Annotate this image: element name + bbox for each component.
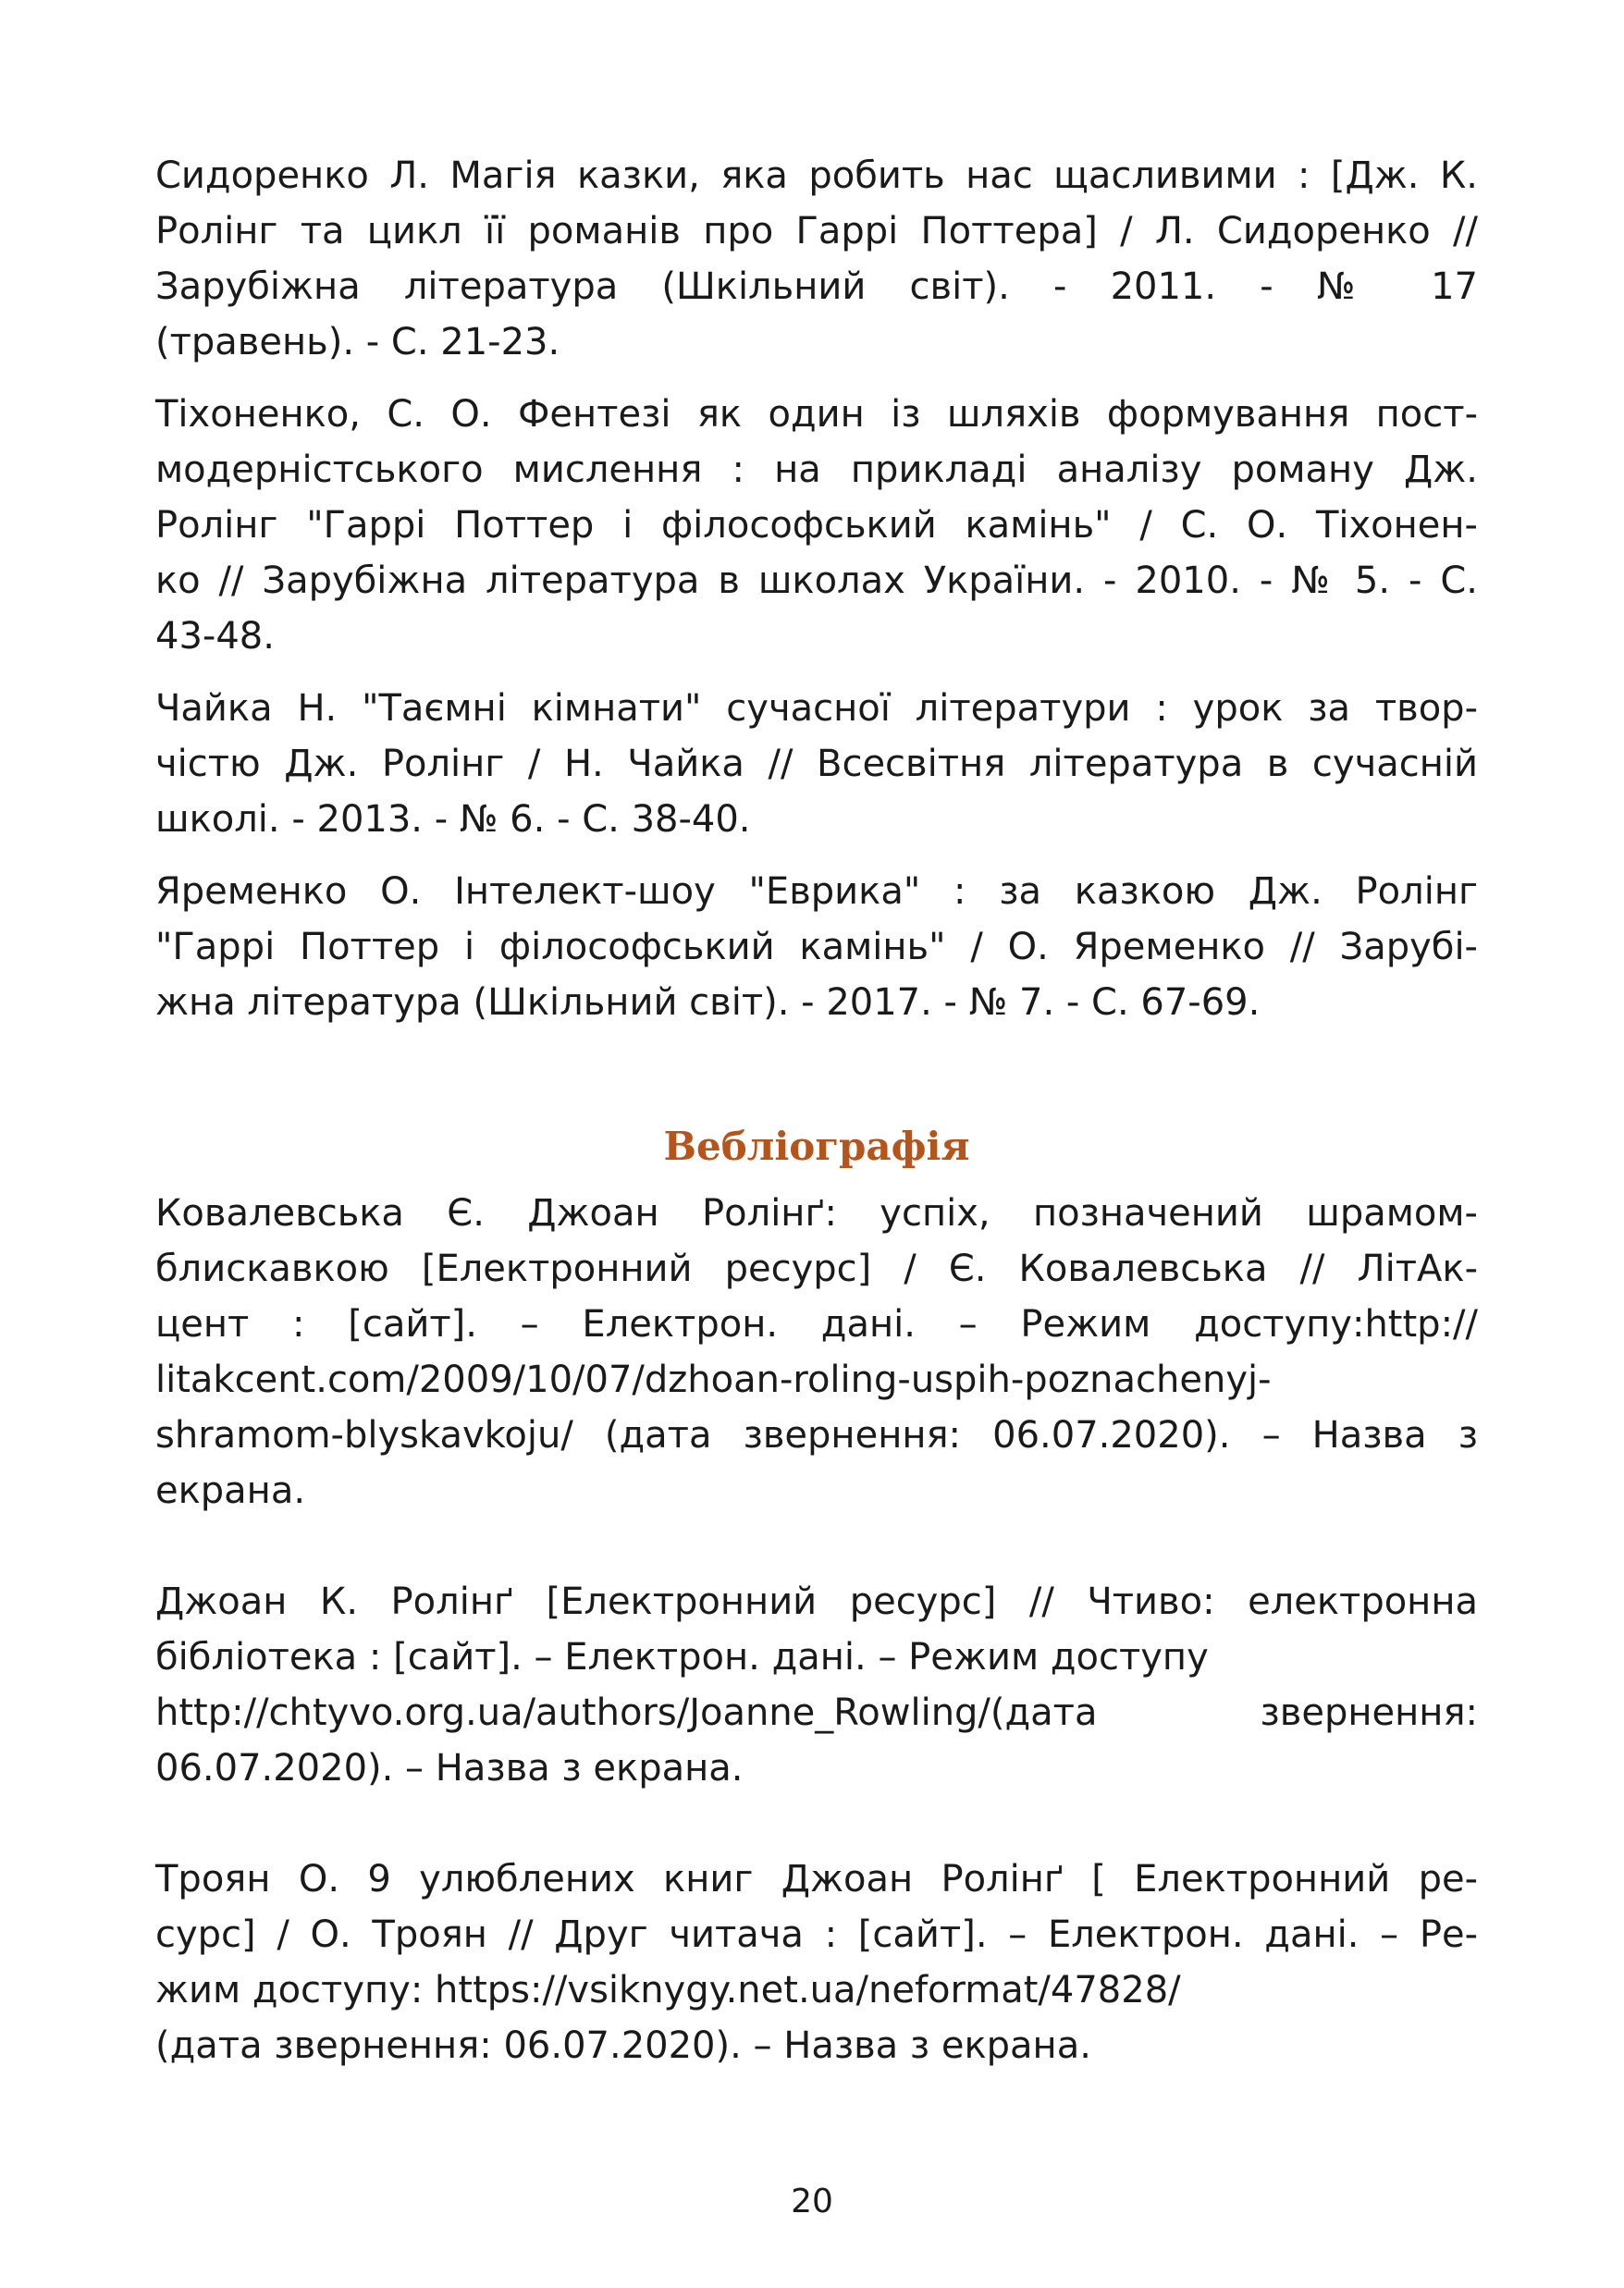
reference-line: ко // Зарубіжна література в школах України. - 2010. - № 5. - С. bbox=[155, 560, 1478, 602]
reference-line: жна література (Шкільний світ). - 2017. - № 7. - С. 67-69. bbox=[155, 981, 1261, 1024]
spacer bbox=[155, 847, 1478, 864]
web-entry-line: цент : [сайт]. – Електрон. дані. – Режим доступу:http:// bbox=[155, 1303, 1478, 1346]
reference-line: Тіхоненко, С. О. Фентезі як один із шляхів формування пост- bbox=[155, 393, 1478, 436]
web-entry-line: http://chtyvo.org.ua/authors/Joanne_Rowling/(дата звернення: bbox=[155, 1691, 1478, 1734]
reference-entry bbox=[155, 148, 1478, 370]
spacer bbox=[155, 370, 1478, 387]
web-entry-line: shramom-blyskavkoju/ (дата звернення: 06.07.2020). – Назва з bbox=[155, 1414, 1478, 1457]
web-entry-line: бібліотека : [сайт]. – Електрон. дані. – Режим доступу bbox=[155, 1636, 1209, 1679]
reference-line: Ролінг та цикл її романів про Гаррі Поттера] / Л. Сидоренко // bbox=[155, 210, 1478, 252]
reference-entry bbox=[155, 864, 1478, 1030]
reference-line: (травень). - С. 21-23. bbox=[155, 321, 560, 363]
spacer bbox=[155, 664, 1478, 681]
spacer bbox=[155, 1175, 1478, 1186]
page-number: 20 bbox=[791, 2183, 833, 2220]
web-entry bbox=[155, 1851, 1478, 2073]
web-entry-line: блискавкою [Електронний ресурс] / Є. Ковалевська // ЛітАк- bbox=[155, 1248, 1478, 1290]
web-entry bbox=[155, 1574, 1478, 1796]
reference-line: чістю Дж. Ролінг / Н. Чайка // Всесвітня література в сучасній bbox=[155, 743, 1478, 785]
web-entry-line: Ковалевська Є. Джоан Ролінґ: успіх, позначений шрамом- bbox=[155, 1192, 1478, 1235]
web-entry-line: (дата звернення: 06.07.2020). – Назва з екрана. bbox=[155, 2024, 1091, 2067]
section-heading: Вебліографія bbox=[663, 1124, 970, 1169]
web-entry-line: сурс] / О. Троян // Друг читача : [сайт]. – Електрон. дані. – Ре- bbox=[155, 1913, 1478, 1956]
reference-line: Ролінг "Гаррі Поттер і філософський камінь" / С. О. Тіхонен- bbox=[155, 504, 1478, 547]
reference-entry bbox=[155, 387, 1478, 664]
spacer bbox=[155, 1519, 1478, 1574]
web-entry-line: litakcent.com/2009/10/07/dzhoan-roling-uspih-poznachenyj- bbox=[155, 1359, 1272, 1401]
reference-line: 43-48. bbox=[155, 615, 275, 658]
web-entry-line: жим доступу: https://vsiknygy.net.ua/neformat/47828/ bbox=[155, 1969, 1181, 2011]
page-content bbox=[155, 148, 1478, 2073]
reference-line: Чайка Н. "Таємні кімнати" сучасної літератури : урок за твор- bbox=[155, 687, 1478, 730]
reference-line: Яременко О. Інтелект-шоу "Еврика" : за казкою Дж. Ролінг bbox=[155, 870, 1478, 913]
web-entry-line: екрана. bbox=[155, 1470, 306, 1512]
reference-line: Зарубіжна література (Шкільний світ). - 2011. - № 17 bbox=[155, 265, 1478, 308]
reference-line: Сидоренко Л. Магія казки, яка робить нас щасливими : [Дж. К. bbox=[155, 154, 1478, 197]
reference-line: "Гаррі Поттер і філософський камінь" / О. Яременко // Зарубі- bbox=[155, 926, 1478, 968]
web-entry-line: 06.07.2020). – Назва з екрана. bbox=[155, 1747, 744, 1790]
spacer bbox=[155, 1030, 1478, 1119]
web-entry-line: Джоан К. Ролінґ [Електронний ресурс] // Чтиво: електронна bbox=[155, 1581, 1478, 1623]
spacer bbox=[155, 1796, 1478, 1851]
web-entry-line: Троян О. 9 улюблених книг Джоан Ролінґ [ Електронний ре- bbox=[155, 1858, 1478, 1901]
reference-line: модерністського мислення : на прикладі аналізу роману Дж. bbox=[155, 449, 1478, 491]
web-entry bbox=[155, 1186, 1478, 1519]
reference-line: школі. - 2013. - № 6. - С. 38-40. bbox=[155, 798, 751, 841]
reference-entry bbox=[155, 681, 1478, 847]
